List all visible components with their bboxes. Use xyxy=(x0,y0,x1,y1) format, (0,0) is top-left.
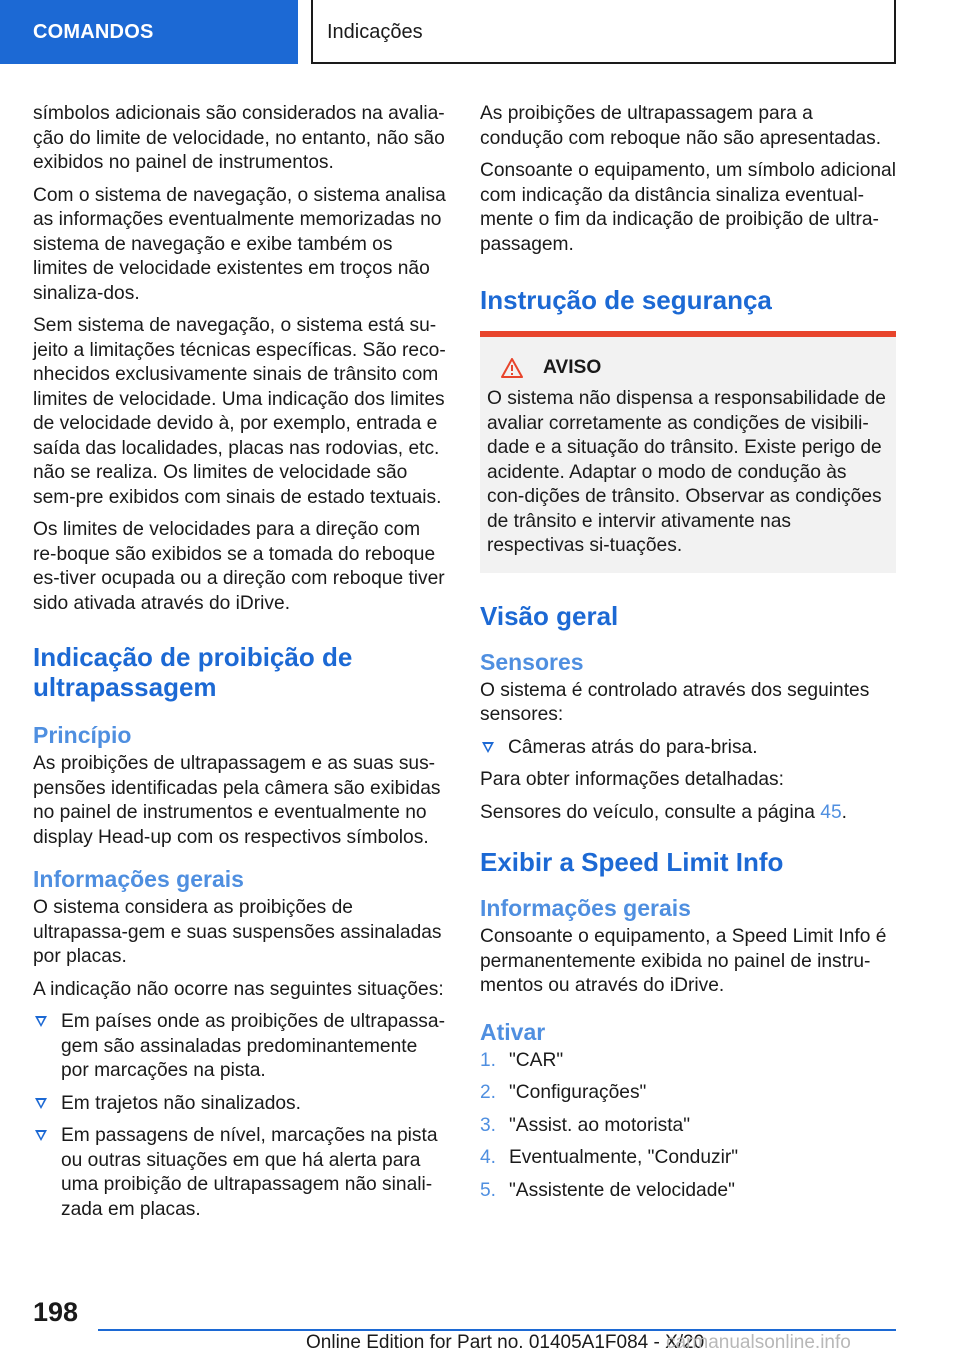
page-link[interactable]: 45 xyxy=(820,801,842,823)
triangle-bullet-icon xyxy=(35,1016,47,1027)
paragraph: símbolos adicionais são considerados na avalia-ção do limite de velocidade, no entanto, não são exibidos no painel de instrumentos. xyxy=(33,103,445,173)
heading-overview: Visão geral xyxy=(480,600,619,631)
paragraph: Os limites de velocidades para a direção com re-boque são exibidos se a tomada do reboque es-tiver ocupada ou a direção com reboque tiver sido ativada através do iDrive. xyxy=(33,519,445,614)
watermark: carmanualsonline.info xyxy=(666,1332,851,1353)
list-item: Câmeras atrás do para-brisa. xyxy=(480,736,896,761)
warning-box xyxy=(480,331,896,573)
triangle-bullet-icon xyxy=(35,1130,47,1141)
paragraph: Sem sistema de navegação, o sistema está su-jeito a limitações técnicas específicas. São reco-nhecidos exclusivamente sinais de trânsito com limites de velocidade. Uma indicação dos limites de velocidade devido à, por exemplo, entrada e saída das localidades, placas nas rodovias, etc. não se realiza. Os limites de velocidade são sem-pre exibidos com sinais de estado textuais. xyxy=(33,315,446,508)
list-item: 3. "Assist. ao motorista" xyxy=(480,1114,691,1136)
paragraph: O sistema é controlado através dos seguintes sensores: xyxy=(480,679,870,725)
paragraph: O sistema considera as proibições de ultrapassa-gem e suas suspensões assinaladas por placas. xyxy=(33,897,442,967)
list-item: Em trajetos não sinalizados. xyxy=(33,1092,448,1117)
subheading-sensors: Sensores xyxy=(480,648,584,675)
chapter-tab: COMANDOS xyxy=(0,0,298,64)
warning-triangle-icon xyxy=(501,358,523,378)
paragraph: Consoante o equipamento, a Speed Limit Info é permanentemente exibida no painel de instru-mentos ou através do iDrive. xyxy=(480,926,887,996)
subheading-general: Informações gerais xyxy=(33,866,244,892)
heading-overtaking: Indicação de proibição de ultrapassagem xyxy=(33,642,353,702)
subheading-general: Informações gerais xyxy=(480,895,691,921)
list-item: Em passagens de nível, marcações na pista ou outras situações em que há alerta para uma proibição de ultrapassagem não sinali-zada em placas. xyxy=(33,1124,448,1222)
paragraph: As proibições de ultrapassagem para a condução com reboque não são apresentadas. xyxy=(480,103,882,149)
edition-text: Online Edition for Part no. 01405A1F084 - X/20 xyxy=(306,1332,705,1353)
list-item: 5. "Assistente de velocidade" xyxy=(480,1179,735,1201)
list-item: Em países onde as proibições de ultrapassa-gem são assinaladas predominantemente por marcações na pista. xyxy=(33,1010,448,1084)
page-reference: Sensores do veículo, consulte a página 45. xyxy=(480,801,847,823)
heading-safety: Instrução de segurança xyxy=(480,285,772,315)
list-item: 4. Eventualmente, "Conduzir" xyxy=(480,1147,739,1168)
bullet-list xyxy=(33,1010,448,1222)
warning-text: O sistema não dispensa a responsabilidade de avaliar corretamente as condições de visibili-dade e a situação do trânsito. Existe perigo de acidente. Adaptar o modo de condução às con-dições de trânsito. Observar as condições de trânsito e intervir ativamente nas respectivas si-tuações. xyxy=(487,388,886,556)
left-column xyxy=(33,102,448,1230)
heading-display: Exibir a Speed Limit Info xyxy=(480,847,784,877)
triangle-bullet-icon xyxy=(482,742,494,753)
section-title: Indicações xyxy=(311,0,896,64)
warning-header xyxy=(501,357,889,379)
list-item: 2. "Configurações" xyxy=(480,1082,647,1103)
steps-list xyxy=(480,1049,896,1204)
warning-title: AVISO xyxy=(543,357,602,378)
paragraph: Para obter informações detalhadas: xyxy=(480,769,784,790)
triangle-bullet-icon xyxy=(35,1098,47,1109)
paragraph: Consoante o equipamento, um símbolo adicional com indicação da distância sinaliza eventual-mente o fim da indicação de proibição de ultra-passagem. xyxy=(480,160,896,255)
subheading-activate: Ativar xyxy=(480,1018,546,1045)
list-item: 1. "CAR" xyxy=(480,1049,564,1071)
subheading-principle: Princípio xyxy=(33,722,132,748)
right-column xyxy=(480,102,896,1211)
bullet-list xyxy=(480,736,896,761)
paragraph: Com o sistema de navegação, o sistema analisa as informações eventualmente memorizadas no sistema de navegação e exibe também os limites de velocidade existentes em troços não sinaliza-dos. xyxy=(33,184,446,304)
footer-divider xyxy=(98,1329,896,1331)
page-number: 198 xyxy=(33,1297,79,1327)
paragraph: As proibições de ultrapassagem e as suas sus-pensões identificadas pela câmera são exibidas no painel de instrumentos e eventualmente no display Head-up com os respectivos símbolos. xyxy=(33,753,441,848)
paragraph: A indicação não ocorre nas seguintes situações: xyxy=(33,978,444,1000)
